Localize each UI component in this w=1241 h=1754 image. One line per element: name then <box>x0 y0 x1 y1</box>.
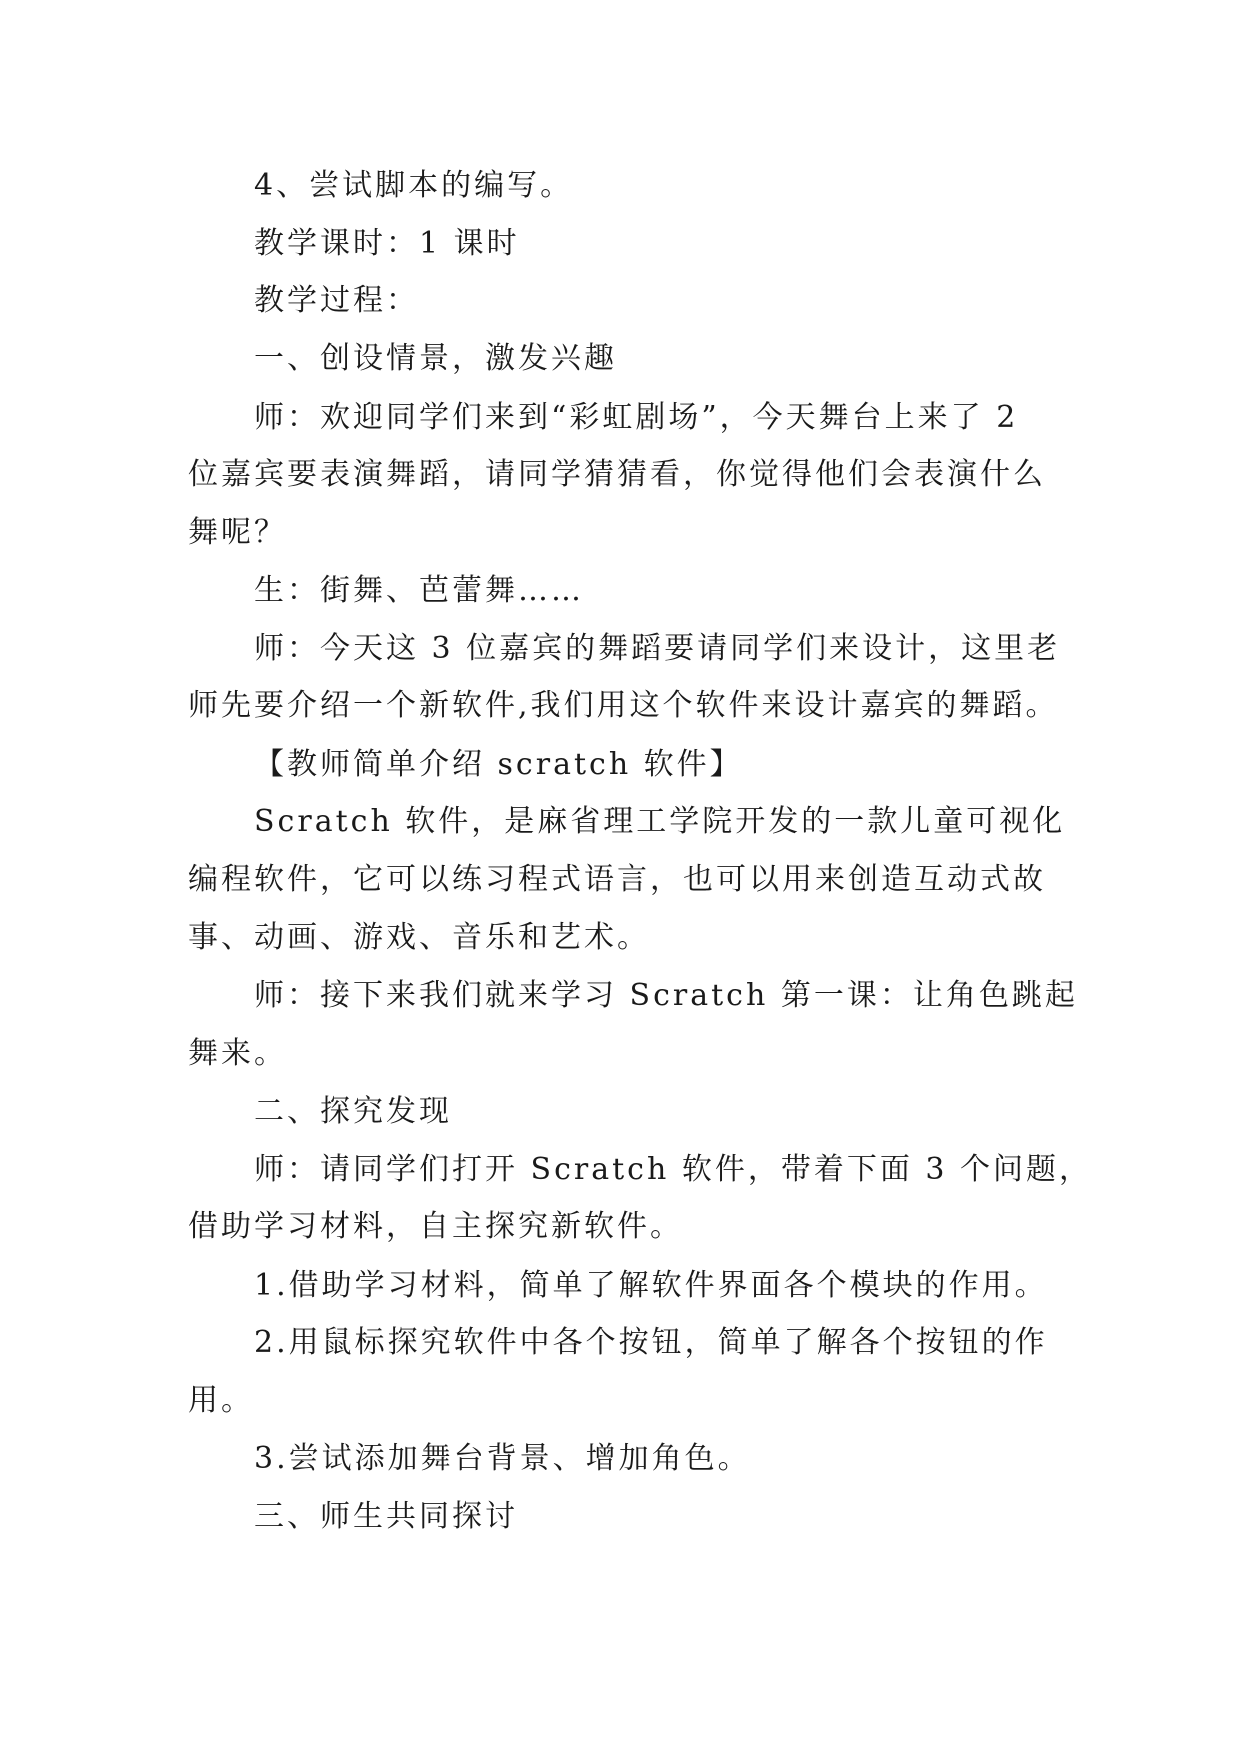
text-line: 【教师简单介绍 scratch 软件】 <box>254 747 743 782</box>
list-item: 2.用鼠标探究软件中各个按钮，简单了解各个按钮的作 <box>254 1325 1048 1360</box>
text-line: 事、动画、游戏、音乐和艺术。 <box>188 920 650 955</box>
text-line: 借助学习材料，自主探究新软件。 <box>188 1209 683 1244</box>
text-line: 4、尝试脚本的编写。 <box>254 168 574 203</box>
list-item: 3.尝试添加舞台背景、增加角色。 <box>254 1441 751 1476</box>
text-line: Scratch 软件，是麻省理工学院开发的一款儿童可视化 <box>254 804 1066 839</box>
text-line: 师先要介绍一个新软件,我们用这个软件来设计嘉宾的舞蹈。 <box>188 688 1059 723</box>
text-line: 师：今天这 3 位嘉宾的舞蹈要请同学们来设计，这里老 <box>254 631 1061 666</box>
text-line: 舞来。 <box>188 1036 287 1071</box>
text-line: 编程软件，它可以练习程式语言，也可以用来创造互动式故 <box>188 862 1046 897</box>
section-heading: 一、创设情景，激发兴趣 <box>254 341 617 376</box>
text-line: 用。 <box>188 1383 254 1418</box>
text-line: 舞呢？ <box>188 515 287 550</box>
section-heading: 三、师生共同探讨 <box>254 1499 518 1534</box>
list-item: 1.借助学习材料，简单了解软件界面各个模块的作用。 <box>254 1268 1048 1303</box>
text-line: 生：街舞、芭蕾舞…… <box>254 573 584 608</box>
text-line: 教学课时：1 课时 <box>254 226 520 261</box>
text-line: 师：欢迎同学们来到“彩虹剧场”，今天舞台上来了 2 <box>254 400 1019 435</box>
text-line: 师：接下来我们就来学习 Scratch 第一课：让角色跳起 <box>254 978 1078 1013</box>
text-line: 师：请同学们打开 Scratch 软件，带着下面 3 个问题， <box>254 1152 1092 1187</box>
section-heading: 二、探究发现 <box>254 1094 452 1129</box>
text-line: 教学过程： <box>254 283 419 318</box>
text-line: 位嘉宾要表演舞蹈，请同学猜猜看，你觉得他们会表演什么 <box>188 457 1046 492</box>
